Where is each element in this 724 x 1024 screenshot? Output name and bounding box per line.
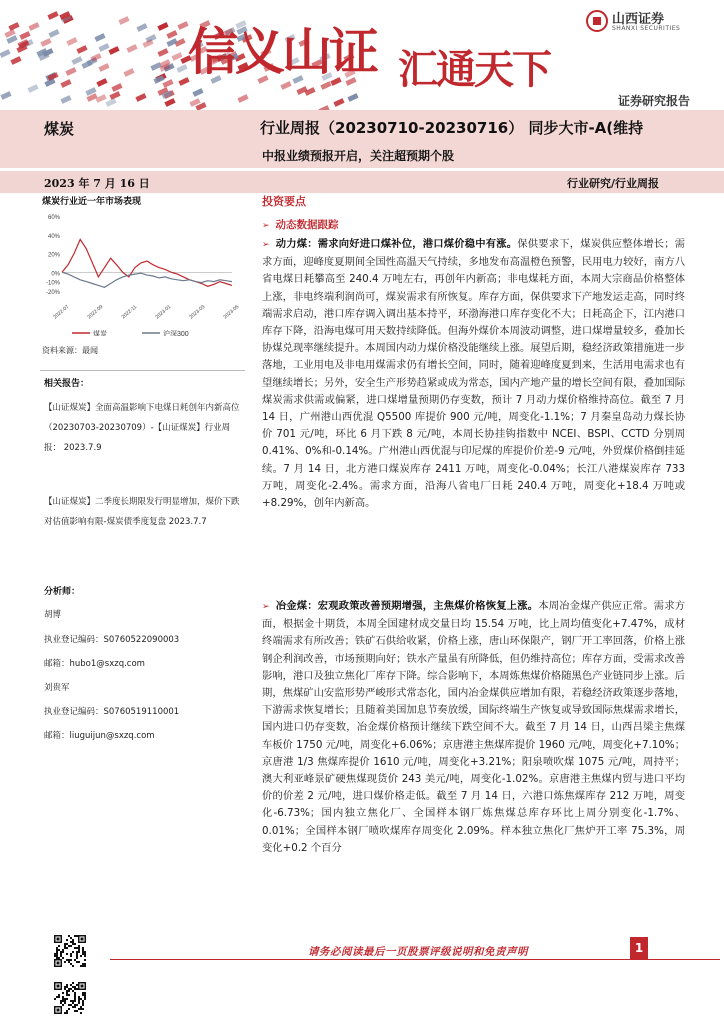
series-line-hs300 <box>62 272 232 287</box>
qr-module <box>84 955 86 957</box>
qr-module <box>76 951 78 953</box>
bullet-arrow-icon: ➢ <box>262 240 270 250</box>
bird-decoration <box>48 12 59 21</box>
qr-module <box>76 957 78 959</box>
qr-module <box>76 1004 78 1006</box>
qr-module <box>74 986 76 988</box>
qr-module <box>66 998 68 1000</box>
related-reports-title: 相关报告： <box>44 379 90 389</box>
qr-module <box>64 1000 66 1002</box>
qr-module <box>72 951 74 953</box>
qr-code-icon <box>54 982 86 1014</box>
qr-module <box>58 996 60 998</box>
related-report-item[interactable]: 【山证煤炭】全面高温影响下电煤日耗创年内新高位（20230703-20230709）-【山证煤炭】行业周报： 2023.7.9 <box>44 403 240 453</box>
bird-decoration <box>66 37 77 46</box>
y-tick-label: 60% <box>47 215 60 221</box>
report-category: 行业研究/行业周报 <box>567 177 660 190</box>
qr-module <box>84 992 86 994</box>
bird-decoration <box>27 84 38 93</box>
slogan-right: 汇通天下 <box>398 46 550 93</box>
legend-label: 沪深300 <box>163 331 189 336</box>
footer-divider <box>110 959 720 960</box>
qr-code-icon <box>54 935 86 967</box>
qr-module <box>70 955 72 957</box>
bird-decoration <box>94 33 105 42</box>
qr-module <box>82 965 84 967</box>
bird-decoration <box>97 78 108 87</box>
qr-module <box>82 953 84 955</box>
qr-module <box>66 992 68 994</box>
y-tick-label: -10% <box>45 280 60 287</box>
qr-module <box>56 957 58 959</box>
qr-module <box>64 986 66 988</box>
analyst-cert: 执业登记编码：S0760522090003 <box>44 635 180 645</box>
chart-title: 煤炭行业近一年市场表现 <box>42 197 142 207</box>
qr-module <box>66 1010 68 1012</box>
related-report-item[interactable]: 【山证煤炭】二季度长期限发行明显增加，煤价下跌对估值影响有限-煤炭债季度复盘 2023.7.7 <box>44 497 240 527</box>
report-type-label: 证券研究报告 <box>618 94 691 108</box>
qr-module <box>84 953 86 955</box>
qr-module <box>62 951 64 953</box>
qr-module <box>68 959 70 961</box>
bird-decoration <box>158 48 169 57</box>
qr-module <box>57 1009 60 1012</box>
x-tick-label: 2022-11 <box>120 304 139 321</box>
bird-decoration <box>347 93 358 102</box>
bird-decoration <box>99 63 110 72</box>
analyst-name: 刘贵军 <box>44 683 70 693</box>
company-logo <box>586 8 706 36</box>
bird-decoration <box>77 45 88 54</box>
qr-module <box>56 953 58 955</box>
logo-name-en: SHANXI SECURITIES <box>612 25 681 32</box>
paragraph-lead: 动力煤：需求向好进口煤补位，港口煤价稳中有涨。 <box>275 238 518 250</box>
qr-module <box>68 990 70 992</box>
qr-module <box>78 951 80 953</box>
qr-module <box>74 988 76 990</box>
coking-coal-paragraph <box>262 598 685 928</box>
qr-module <box>74 1010 76 1012</box>
qr-module <box>84 951 86 953</box>
section-heading-text: 动态数据跟踪 <box>275 219 339 231</box>
bird-decoration <box>81 60 92 69</box>
logo-name: 山西证券 <box>612 12 665 27</box>
qr-module <box>72 1006 74 1008</box>
qr-module <box>60 1002 62 1004</box>
qr-module <box>76 988 78 990</box>
qr-module <box>82 949 84 951</box>
qr-module <box>68 1004 70 1006</box>
report-date: 2023 年 7 月 16 日 <box>44 177 150 190</box>
qr-module <box>68 935 70 937</box>
qr-module <box>56 947 58 949</box>
bird-decoration <box>164 99 175 108</box>
qr-module <box>58 994 60 996</box>
qr-module <box>66 959 68 961</box>
thermal-coal-paragraph <box>262 236 685 590</box>
qr-module <box>82 992 84 994</box>
qr-module <box>54 953 56 955</box>
qr-module <box>82 1004 84 1006</box>
qr-module <box>81 985 84 988</box>
qr-module <box>74 998 76 1000</box>
qr-module <box>58 949 60 951</box>
analyst-email[interactable]: 邮箱：hubo1@sxzq.com <box>44 659 145 669</box>
bird-decoration <box>126 44 137 53</box>
qr-module <box>78 1000 80 1002</box>
qr-module <box>68 988 70 990</box>
qr-module <box>84 996 86 998</box>
qr-module <box>80 998 82 1000</box>
qr-module <box>70 963 72 965</box>
qr-module <box>74 994 76 996</box>
qr-module <box>62 1004 64 1006</box>
series-line-coal <box>62 239 232 286</box>
qr-module <box>57 985 60 988</box>
qr-module <box>80 1012 82 1014</box>
paragraph-body: 本周冶金煤产供应正常。需求方面，根据金十期货，本周全国建材成交量日均 15.54 万吨，比上周均值变化+7.47%，成材终端需求有所改善；铁矿石供给收紧，价格上涨，唐山环保限产，钢厂开工率回落，价格上涨钢企利润改善，市场预期向好；铁水产量虽有所降低，但仍维持高位；库存方面，受需求改善影响，港口及独立焦化厂库存下降。综合影响下，本周炼焦煤价格随黑色产业链同步上涨。后期，焦煤矿山安监形势严峻形式常态化，国内冶金煤供应增加有限，若稳经济政策逐步落地，下游需求恢复增长；且随着美国加息节奏放缓，国际终端生产恢复或导致国际焦煤需求增长，国内进口仍存变数，冶金煤价格预计继续下跌空间不大。截至 7 月 14 日，山西吕梁主焦煤车板价 1750 元/吨，周变化+6.06%；京唐港主焦煤库提价 1960 元/吨，周变化+7.10%；京唐港 1/3 焦煤库提价 1610 元/吨，周变化+3.21%；阳泉喷吹煤 1075 元/吨，周持平；澳大利亚峰景矿硬焦煤现货价 243 美元/吨，周变化-1.02%。京唐港主焦煤内贸与进口平均价的价差 2 元/吨，进口煤价格走低。截至 7 月 14 日，六港口炼焦煤库存 212 万吨，周变化-6.73%；国内独立焦化厂、全国样本钢厂炼焦煤总库存环比上周分别变化-1.7%、0.01%；全国样本钢厂喷吹煤库存周变化 2.09%。样本独立焦化厂焦炉开工率 75.3%，周变化+0.2 个百分 <box>262 600 685 854</box>
qr-module <box>76 961 78 963</box>
qr-module <box>74 959 76 961</box>
qr-module <box>56 996 58 998</box>
bullet-arrow-icon: ➢ <box>262 221 270 231</box>
qr-module <box>80 965 82 967</box>
bird-decoration <box>61 79 72 88</box>
qr-module <box>66 986 68 988</box>
qr-module <box>78 1002 80 1004</box>
qr-module <box>72 982 74 984</box>
bird-decoration <box>237 94 248 103</box>
qr-module <box>74 947 76 949</box>
bird-decoration <box>136 23 147 32</box>
qr-module <box>56 951 58 953</box>
qr-module <box>64 961 66 963</box>
qr-module <box>66 939 68 941</box>
qr-module <box>56 949 58 951</box>
logo-icon <box>586 10 608 32</box>
bird-decoration <box>1 91 12 100</box>
report-title: 行业周报（20230710-20230716） 同步大市-A(维持 <box>260 119 644 137</box>
qr-module <box>70 941 72 943</box>
qr-module <box>72 943 74 945</box>
bird-decoration <box>193 88 204 97</box>
bird-decoration <box>333 98 344 107</box>
qr-module <box>81 938 84 941</box>
qr-module <box>62 957 64 959</box>
x-tick-label: 2023-03 <box>188 304 207 321</box>
qr-module <box>54 998 56 1000</box>
industry-name: 煤炭 <box>44 120 75 138</box>
qr-module <box>57 938 60 941</box>
qr-module <box>76 1010 78 1012</box>
qr-module <box>70 1000 72 1002</box>
qr-module <box>74 943 76 945</box>
page-number: 1 <box>630 937 648 959</box>
bird-decoration <box>48 30 59 39</box>
analysts-title: 分析师： <box>44 587 81 597</box>
qr-module <box>82 951 84 953</box>
y-tick-label: -20% <box>45 290 60 296</box>
bird-decoration <box>143 39 154 48</box>
analyst-cert: 执业登记编码：S0760519110001 <box>44 707 180 717</box>
qr-module <box>66 1012 68 1014</box>
bird-decoration <box>40 38 51 47</box>
bird-decoration <box>124 68 135 77</box>
qr-module <box>64 943 66 945</box>
bird-decoration <box>162 79 173 88</box>
qr-module <box>58 957 60 959</box>
qr-module <box>68 1008 70 1010</box>
qr-module <box>78 949 80 951</box>
qr-module <box>84 959 86 961</box>
qr-module <box>78 996 80 998</box>
qr-module <box>64 1012 66 1014</box>
qr-module <box>84 965 86 967</box>
bird-decoration <box>29 22 40 31</box>
qr-module <box>60 953 62 955</box>
y-tick-label: 0% <box>51 271 60 278</box>
qr-module <box>70 945 72 947</box>
qr-module <box>72 941 74 943</box>
qr-module <box>62 949 64 951</box>
qr-module <box>78 1008 80 1010</box>
qr-module <box>82 947 84 949</box>
bird-decoration <box>108 46 119 55</box>
chart-svg <box>40 206 245 336</box>
analyst-email[interactable]: 邮箱：liuguijun@sxzq.com <box>44 731 155 741</box>
qr-module <box>76 984 78 986</box>
legend-label: 煤炭 <box>93 331 107 336</box>
x-tick-label: 2023-05 <box>222 304 241 321</box>
bird-decoration <box>118 16 129 25</box>
bird-decoration <box>66 67 77 76</box>
bird-decoration <box>105 98 116 107</box>
qr-module <box>72 986 74 988</box>
qr-module <box>80 955 82 957</box>
qr-module <box>60 955 62 957</box>
qr-module <box>64 998 66 1000</box>
qr-module <box>62 998 64 1000</box>
bird-decoration <box>177 21 188 30</box>
qr-module <box>74 1006 76 1008</box>
qr-module <box>74 1000 76 1002</box>
bird-decoration <box>176 65 187 74</box>
qr-module <box>84 963 86 965</box>
qr-module <box>60 1000 62 1002</box>
bird-decoration <box>158 22 169 31</box>
slogan-left: 信义山证 <box>188 22 376 81</box>
report-subtitle: 中报业绩预报开启，关注超预期个股 <box>262 149 455 163</box>
qr-module <box>64 945 66 947</box>
qr-module <box>74 996 76 998</box>
x-tick-label: 2023-01 <box>154 304 173 321</box>
qr-module <box>84 998 86 1000</box>
qr-module <box>82 1008 84 1010</box>
qr-module <box>76 953 78 955</box>
section-heading <box>262 217 339 232</box>
qr-module <box>70 953 72 955</box>
y-tick-label: 20% <box>47 252 60 259</box>
qr-module <box>78 945 80 947</box>
qr-module <box>72 1000 74 1002</box>
qr-module <box>62 1000 64 1002</box>
qr-module <box>68 994 70 996</box>
qr-module <box>74 1004 76 1006</box>
qr-module <box>76 935 78 937</box>
qr-module <box>78 961 80 963</box>
investment-highlights-title: 投资要点 <box>262 195 306 208</box>
qr-module <box>64 1002 66 1004</box>
bird-decoration <box>135 93 146 102</box>
qr-module <box>82 1000 84 1002</box>
qr-module <box>78 947 80 949</box>
market-performance-chart <box>40 206 245 336</box>
qr-module <box>62 992 64 994</box>
qr-module <box>64 947 66 949</box>
qr-module <box>82 963 84 965</box>
qr-module <box>56 955 58 957</box>
qr-module <box>66 990 68 992</box>
paragraph-lead: 冶金煤：宏观政策改善预期增强，主焦煤价格恢复上涨。 <box>275 600 539 612</box>
qr-module <box>84 994 86 996</box>
qr-module <box>72 990 74 992</box>
qr-module <box>80 1008 82 1010</box>
qr-module <box>68 961 70 963</box>
qr-module <box>68 945 70 947</box>
qr-module <box>82 994 84 996</box>
bird-decoration <box>61 95 72 104</box>
qr-module <box>58 945 60 947</box>
qr-module <box>72 939 74 941</box>
qr-module <box>66 943 68 945</box>
x-tick-label: 2022-09 <box>86 304 105 321</box>
qr-module <box>70 1004 72 1006</box>
x-tick-label: 2022-07 <box>52 304 71 321</box>
qr-module <box>60 951 62 953</box>
qr-module <box>62 996 64 998</box>
qr-module <box>74 935 76 937</box>
qr-module <box>54 955 56 957</box>
bird-decoration <box>10 57 21 66</box>
qr-module <box>76 947 78 949</box>
bullet-arrow-icon: ➢ <box>262 602 270 612</box>
bird-decoration <box>0 50 11 59</box>
qr-module <box>57 962 60 965</box>
qr-module <box>70 937 72 939</box>
qr-module <box>70 959 72 961</box>
qr-module <box>66 947 68 949</box>
paragraph-body: 保供要求下，煤炭供应整体增长；需求方面，迎峰度夏期间全国性高温天气持续，多地发布高温橙色预警，民用电力较好，南方八省电煤日耗攀高至 240.4 万吨左右，再创年内新高；非电煤耗方面，本周大宗商品价格整体上涨，非电终端利润尚可，煤炭需求有所恢复。库存方面，保供要求下产地发运走高，同时终端需求启动，港口库存调入调出基本持平，环渤海港口库存变化不大；日耗高企下，江内港口库存下降，沿海电煤可用天数持续降低。但海外煤价本周波动调整，进口煤增量较多，叠加长协煤兑现率继续提升。本周国内动力煤价格没能继续上涨。展望后期，稳经济政策措施进一步落地，工业用电及非电用煤需求仍有增长空间，同时，随着迎峰度夏到来，生活用电需求也有望继续增长；另外，安全生产形势趋紧或成为常态，国内产地产量的增长空间有限，叠加国际煤炭需求供需或偏紧，进口煤增量预期仍存变数，预计 7 月动力煤价格维持高位。截至 7 月 14 日，广州港山西优混 Q5500 库提价 900 元/吨，周变化-1.1%；7 月秦皇岛动力煤长协价 701 元/吨，环比 6 月下跌 8 元/吨，本周长协挂钩指数中 NCEI、BSPI、CCTD 分别周 0.41%、0%和-0.14%。广州港山西优混与印尼煤的库提价价差-9 元/吨，外贸煤价格倒挂延续。7 月 14 日，北方港口煤炭库存 2411 万吨，周变化-0.04%；长江八港煤炭库存 733 万吨，周变化-2.4%。需求方面，沿海八省电厂日耗 240.4 万吨，周变化+18.4 万吨或+8.29%，创年内新高。 <box>262 238 686 510</box>
qr-module <box>64 988 66 990</box>
qr-module <box>66 994 68 996</box>
qr-module <box>70 988 72 990</box>
qr-module <box>72 965 74 967</box>
divider <box>40 370 245 371</box>
qr-module <box>72 1002 74 1004</box>
qr-module <box>66 984 68 986</box>
y-tick-label: 40% <box>47 233 60 240</box>
qr-module <box>74 992 76 994</box>
chart-source: 资料来源：最闻 <box>42 346 98 355</box>
qr-module <box>70 984 72 986</box>
qr-module <box>66 953 68 955</box>
analyst-name: 胡博 <box>44 610 62 620</box>
qr-module <box>80 1006 82 1008</box>
qr-module <box>78 998 80 1000</box>
qr-module <box>82 1002 84 1004</box>
disclaimer-text: 请务必阅读最后一页股票评级说明和免责声明 <box>308 946 528 958</box>
qr-module <box>76 955 78 957</box>
